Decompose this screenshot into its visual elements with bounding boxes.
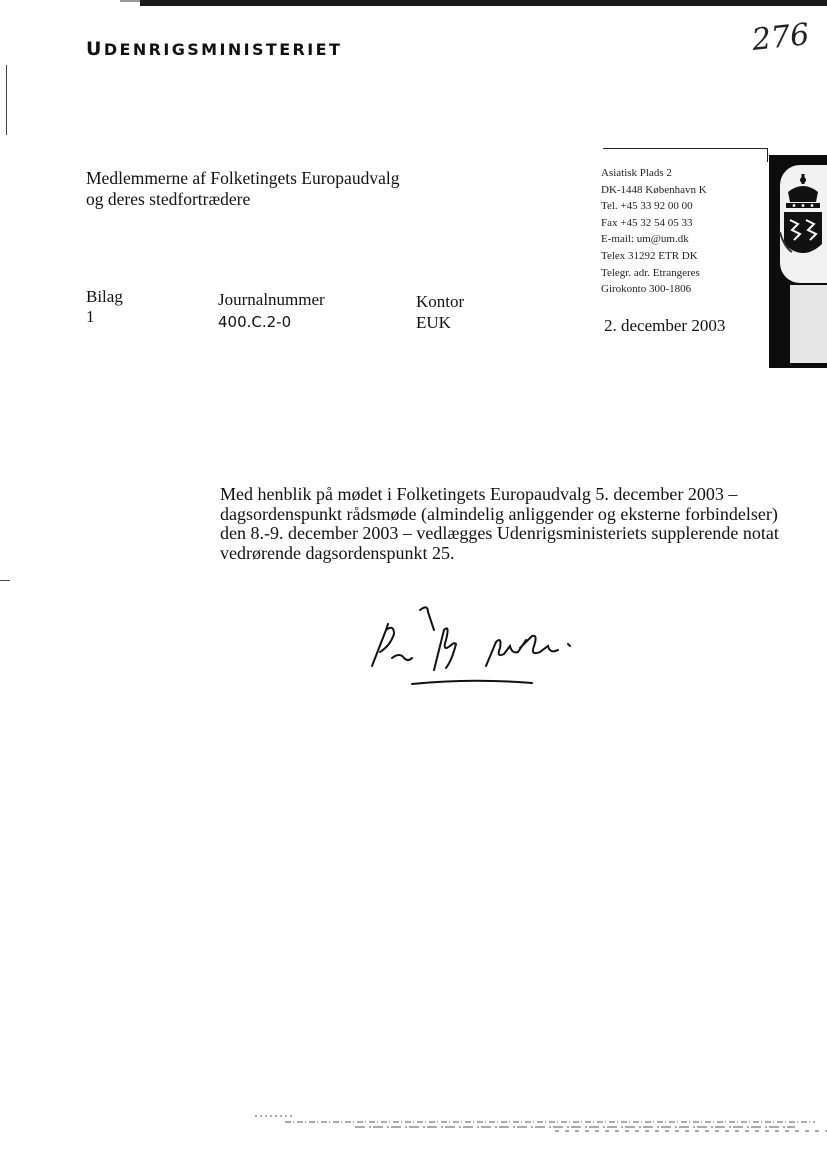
address-line: E-mail: um@um.dk — [601, 233, 689, 246]
letter-body — [220, 485, 780, 563]
kontor-label: Kontor — [416, 292, 465, 311]
address-line: Asiatisk Plads 2 — [601, 167, 672, 179]
address-line: Fax +45 32 54 05 33 — [601, 216, 693, 229]
handwritten-signature — [360, 600, 590, 695]
recipient-block — [86, 168, 399, 210]
address-line: Telex 31292 ETR DK — [601, 249, 698, 262]
body-line: dagsordenspunkt rådsmøde (almindelig anliggender og eksterne forbindelser) — [220, 503, 778, 524]
kontor-value: EUK — [416, 313, 451, 332]
royal-crest-icon — [778, 172, 827, 280]
journal-value: 400.C.2-0 — [218, 313, 292, 331]
letter-date: 2. december 2003 — [604, 316, 726, 335]
address-line: Tel. +45 33 92 00 00 — [601, 200, 693, 213]
bilag-label: Bilag — [86, 287, 123, 306]
page-number: 276 — [750, 17, 811, 58]
scan-noise — [255, 1112, 827, 1134]
crest-lower-panel — [790, 285, 827, 363]
address-block — [601, 165, 707, 298]
address-line: Telegr. adr. Etrangeres — [601, 266, 700, 279]
address-rule — [767, 148, 768, 162]
recipient-line: og deres stedfortrædere — [86, 189, 251, 209]
body-line: den 8.-9. december 2003 – vedlægges Udenrigsministeriets supplerende notat — [220, 523, 779, 543]
address-rule — [603, 148, 768, 149]
journal-label: Journalnummer — [218, 290, 325, 309]
top-rule — [140, 0, 827, 6]
margin-mark — [6, 65, 7, 135]
margin-mark — [0, 580, 10, 581]
body-line: vedrørende dagsordenspunkt 25. — [220, 542, 455, 563]
ministry-name: UDENRIGSMINISTERIET — [86, 38, 343, 60]
bilag-value: 1 — [86, 307, 95, 326]
address-line: DK-1448 København K — [601, 183, 707, 196]
body-line: Med henblik på mødet i Folketingets Europaudvalg 5. december 2003 – — [220, 484, 738, 504]
recipient-line: Medlemmerne af Folketingets Europaudvalg — [86, 168, 400, 188]
address-line: Girokonto 300-1806 — [601, 283, 692, 296]
